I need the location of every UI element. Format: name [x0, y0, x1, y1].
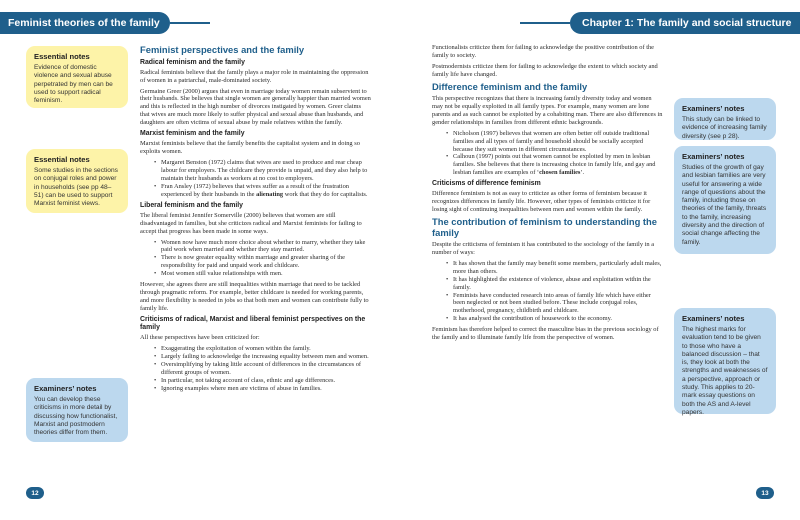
note-text: This study can be linked to evidence of increasing family diversity (see p 28).: [682, 116, 767, 140]
essential-notes-2: [26, 149, 128, 213]
list-item: • In particular, not taking account of class, ethnic and age differences.: [154, 377, 372, 385]
heading-criticisms-difference: Criticisms of difference feminism: [432, 180, 541, 188]
examiners-notes-right-2: [674, 146, 776, 254]
heading-feminist-perspectives: Feminist perspectives and the family: [140, 44, 305, 55]
right-header-title: Chapter 1: The family and social structure: [582, 17, 792, 29]
criticism-bullets: [154, 345, 372, 392]
paragraph: Functionalists criticize them for failing to acknowledge the positive contribution of the family to society.: [432, 44, 655, 59]
paragraph: Marxist feminists believe that the family benefits the capitalist system and in doing so exploits women.: [140, 140, 360, 156]
paragraph: Postmodernists criticize them for failing to acknowledge the extent to which society and family life have changed.: [432, 62, 658, 78]
heading-liberal: Liberal feminism and the family: [140, 201, 244, 209]
heading-difference: Difference feminism and the family: [432, 80, 588, 92]
list-item: • Largely failing to acknowledge the increasing equality between men and women.: [154, 353, 372, 361]
left-page-header: [0, 12, 170, 34]
paragraph: Feminism has therefore helped to correct the masculine bias in the previous sociology of the family and to illuminate family life from the perspective of women.: [432, 326, 659, 342]
note-text: Some studies in the sections on conjugal roles and power in households (see pp 48–51) can be used to support Marxist feminist views.: [34, 167, 118, 208]
list-item: • Fran Ansley (1972) believes that wives suffer as a result of the frustration experienced by their husbands in the alienating work that they do for capitalists.: [154, 183, 372, 199]
key-term-chosen-families: chosen families: [539, 169, 581, 177]
list-item: • Margaret Benston (1972) claims that wives are used to produce and rear cheap labour for employers. The childcare they provide is unpaid, and they also help to maintain their husbands as workers at no cost to employers.: [154, 159, 372, 183]
paragraph: However, she agrees there are still inequalities within marriage that need to be tackled through pragmatic reform. For example, better childcare is needed for working parents, and more flexibility is needed in jobs so that both men and women can contribute fully to family life.: [140, 281, 369, 312]
liberal-bullets: [154, 239, 372, 279]
right-page-header: [570, 12, 800, 34]
marxist-bullets: [154, 159, 372, 199]
left-main-column: [140, 44, 372, 395]
list-item: • It has highlighted the existence of violence, abuse and exploitation within the family.: [446, 276, 664, 292]
paragraph: Radical feminists believe that the family plays a major role in maintaining the oppression of women in a patriarchal, male-dominated society.: [140, 68, 369, 84]
essential-notes-1: [26, 46, 128, 108]
list-item: • There is now greater equality within marriage and greater sharing of the responsibility for paid and unpaid work and childcare.: [154, 254, 372, 270]
left-header-title: Feminist theories of the family: [8, 17, 160, 29]
note-title: Essential notes: [34, 52, 90, 61]
heading-marxist: Marxist feminism and the family: [140, 130, 245, 138]
paragraph: Germaine Greer (2000) argues that even in marriage today women remain subservient to their husbands. She believes that single women are generally happier than married women and this is reflected in the high number of divorces instigated by women. Greer claims that wives are much more likely to suffer physical and sexual abuse than husbands, and daughters are often victims of sexual abuse by male relatives within the family.: [140, 87, 371, 127]
key-term-alienating: alienating: [256, 190, 284, 198]
list-item: • Nicholson (1997) believes that women are often better off outside traditional families and all types of family and household should be socially accepted because they suit women in different circumstances.: [446, 130, 664, 154]
note-text: Evidence of domestic violence and sexual abuse perpetrated by men can be used to support radical feminism.: [34, 64, 113, 105]
heading-radical: Radical feminism and the family: [140, 58, 245, 66]
paragraph: Difference feminism is not as easy to criticize as other forms of feminism because it recognizes differences in family life. However, other types of feminists criticize it for losing sight of continuing inequalities between men and women within the family.: [432, 190, 651, 214]
right-header-rule: [520, 22, 570, 24]
list-item: • It has analysed the contribution of housework to the economy.: [446, 315, 664, 323]
heading-criticisms: Criticisms of radical, Marxist and liberal feminist perspectives on the family: [140, 315, 366, 331]
page-number-left: 12: [26, 487, 44, 499]
list-item: • Oversimplifying by taking little account of differences in the circumstances of different groups of women.: [154, 361, 372, 377]
list-item: • Feminists have conducted research into areas of family life which have either been neglected or not been studied before. These include conjugal roles, motherhood, pregnancy, childbirth and childcare.: [446, 292, 664, 316]
page-number-right: 13: [756, 487, 774, 499]
note-title: Examiners’ notes: [34, 384, 97, 393]
paragraph: All these perspectives have been criticized for:: [140, 334, 260, 342]
list-item: • Most women still value relationships with men.: [154, 270, 372, 278]
contribution-bullets: [446, 260, 664, 323]
note-title: Essential notes: [34, 155, 90, 164]
note-title: Examiners’ notes: [682, 104, 745, 113]
difference-bullets: [446, 130, 664, 177]
right-main-column: [432, 44, 664, 345]
heading-contribution: The contribution of feminism to understanding the family: [432, 216, 657, 238]
left-header-rule: [170, 22, 210, 24]
examiners-notes-left: [26, 378, 128, 442]
list-item: • It has shown that the family may benefit some members, particularly adult males, more than others.: [446, 260, 664, 276]
note-title: Examiners’ notes: [682, 314, 745, 323]
list-item: • Calhoun (1997) points out that women cannot be exploited by men in lesbian families. She believes that there is increasing choice in family life, and gay and lesbian families are examples of ‘chosen families’.: [446, 153, 664, 177]
paragraph: The liberal feminist Jennifer Somerville (2000) believes that women are still disadvantaged in families, but she criticizes radical and Marxist feminists for failing to accept that progress has been made in some ways.: [140, 211, 362, 235]
note-text: You can develop these criticisms in more detail by discussing how functionalist, Marxist and postmodern theories differ from them.: [34, 396, 118, 437]
note-text: The highest marks for evaluation tend to be given to those who have a balanced discussion – that is, they look at both the strengths and weaknesses of a perspective, approach or study. This applies to 20-mark essay questions on both the AS and A-level papers.: [682, 326, 768, 416]
paragraph: Despite the criticisms of feminism it has contributed to the sociology of the family in a number of ways:: [432, 241, 655, 257]
examiners-notes-right-1: [674, 98, 776, 140]
examiners-notes-right-3: [674, 308, 776, 414]
note-title: Examiners’ notes: [682, 152, 745, 161]
paragraph: This perspective recognizes that there is increasing family diversity today and women may not be equally exploited in all family types. For example, many women are lone parents and as such cannot be exploited by a cohabiting man. There are also differences in gender relationships in families from different ethnic backgrounds.: [432, 95, 663, 126]
list-item: • Exaggerating the exploitation of women within the family.: [154, 345, 372, 353]
list-item: • Ignoring examples where men are victims of abuse in families.: [154, 385, 372, 393]
note-text: Studies of the growth of gay and lesbian families are very useful for answering a wide range of questions about the family, including those on theories of the family, threats to the family, increasing diversity and the direction of social change affecting the family.: [682, 164, 767, 246]
list-item: • Women now have much more choice about whether to marry, whether they take paid work when married and whether they stay married.: [154, 239, 372, 255]
